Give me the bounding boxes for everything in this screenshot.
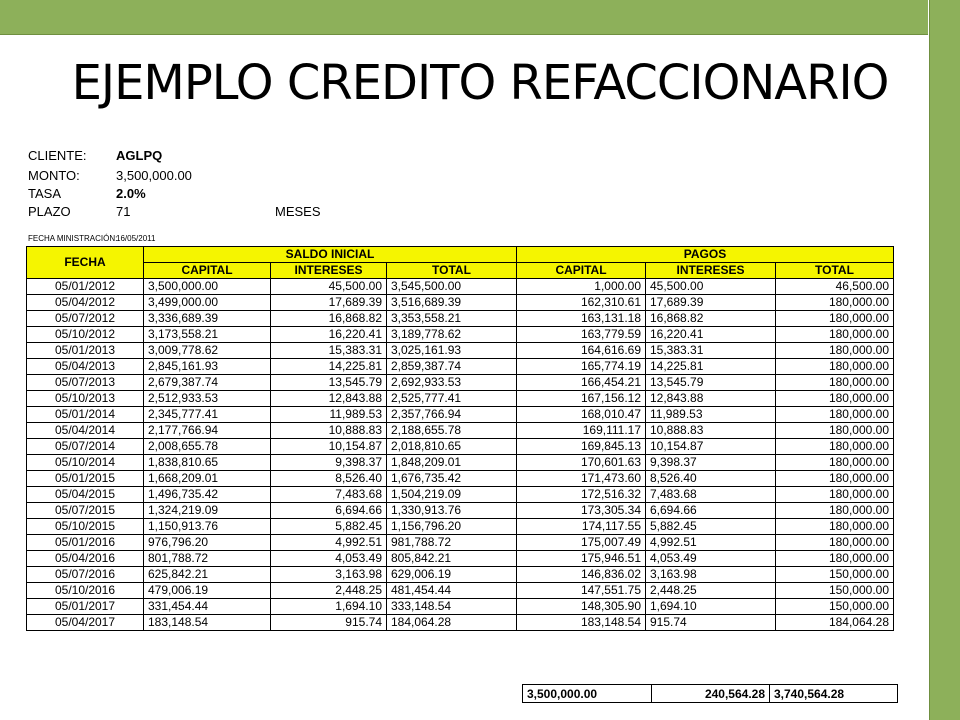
pagos-intereses-cell: 10,154.87 — [646, 439, 776, 455]
pagos-total-cell: 180,000.00 — [776, 407, 894, 423]
saldo-intereses-cell: 17,689.39 — [271, 295, 387, 311]
pagos-capital-cell: 163,131.18 — [517, 311, 646, 327]
pagos-intereses-cell: 7,483.68 — [646, 487, 776, 503]
pagos-total-cell: 180,000.00 — [776, 423, 894, 439]
saldo-total-cell: 981,788.72 — [387, 535, 517, 551]
pagos-total-cell: 180,000.00 — [776, 359, 894, 375]
saldo-total-cell: 3,025,161.93 — [387, 343, 517, 359]
total-pagos: 3,740,564.28 — [770, 685, 898, 703]
table-row — [27, 503, 894, 519]
saldo-intereses-cell: 3,163.98 — [271, 567, 387, 583]
pagos-total-cell: 180,000.00 — [776, 391, 894, 407]
pagos-intereses-cell: 16,868.82 — [646, 311, 776, 327]
pagos-capital-cell: 162,310.61 — [517, 295, 646, 311]
pagos-capital-cell: 166,454.21 — [517, 375, 646, 391]
fecha-cell: 05/01/2015 — [27, 471, 144, 487]
totals-table — [522, 684, 898, 703]
plazo-unit: MESES — [275, 204, 321, 219]
top-frame-bar — [0, 0, 928, 35]
pagos-total-cell: 180,000.00 — [776, 455, 894, 471]
table-row — [27, 455, 894, 471]
saldo-capital-cell: 331,454.44 — [144, 599, 271, 615]
pagos-intereses-cell: 5,882.45 — [646, 519, 776, 535]
pagos-capital-cell: 169,111.17 — [517, 423, 646, 439]
saldo-intereses-cell: 10,154.87 — [271, 439, 387, 455]
pagos-intereses-cell: 4,053.49 — [646, 551, 776, 567]
tasa-label: TASA — [28, 186, 61, 201]
fecha-cell: 05/07/2013 — [27, 375, 144, 391]
pagos-capital-cell: 183,148.54 — [517, 615, 646, 631]
saldo-total-cell: 2,357,766.94 — [387, 407, 517, 423]
saldo-total-cell: 3,353,558.21 — [387, 311, 517, 327]
fecha-cell: 05/01/2014 — [27, 407, 144, 423]
fecha-cell: 05/01/2016 — [27, 535, 144, 551]
table-body — [27, 279, 894, 631]
pagos-intereses-cell: 6,694.66 — [646, 503, 776, 519]
table-row — [27, 295, 894, 311]
table-row — [27, 519, 894, 535]
pagos-intereses-cell: 915.74 — [646, 615, 776, 631]
pagos-intereses-cell: 11,989.53 — [646, 407, 776, 423]
saldo-total-cell: 333,148.54 — [387, 599, 517, 615]
pagos-intereses-cell: 15,383.31 — [646, 343, 776, 359]
saldo-intereses-cell: 13,545.79 — [271, 375, 387, 391]
pagos-total-cell: 180,000.00 — [776, 519, 894, 535]
pagos-capital-cell: 169,845.13 — [517, 439, 646, 455]
pagos-total-cell: 180,000.00 — [776, 503, 894, 519]
saldo-intereses-cell: 45,500.00 — [271, 279, 387, 295]
pagos-capital-cell: 165,774.19 — [517, 359, 646, 375]
saldo-intereses-cell: 4,992.51 — [271, 535, 387, 551]
table-row — [27, 359, 894, 375]
saldo-intereses-cell: 16,220.41 — [271, 327, 387, 343]
pagos-capital-cell: 170,601.63 — [517, 455, 646, 471]
table-row — [27, 487, 894, 503]
saldo-capital-cell: 1,496,735.42 — [144, 487, 271, 503]
table-row — [27, 439, 894, 455]
saldo-total-cell: 1,848,209.01 — [387, 455, 517, 471]
fecha-cell: 05/04/2016 — [27, 551, 144, 567]
table-row — [27, 551, 894, 567]
saldo-capital-cell: 801,788.72 — [144, 551, 271, 567]
saldo-capital-cell: 479,006.19 — [144, 583, 271, 599]
table-row — [27, 599, 894, 615]
saldo-capital-cell: 3,336,689.39 — [144, 311, 271, 327]
table-row — [27, 327, 894, 343]
pagos-capital-cell: 1,000.00 — [517, 279, 646, 295]
saldo-capital-cell: 2,512,933.53 — [144, 391, 271, 407]
saldo-total-cell: 2,018,810.65 — [387, 439, 517, 455]
saldo-total-cell: 1,676,735.42 — [387, 471, 517, 487]
table-row — [27, 391, 894, 407]
saldo-intereses-cell: 1,694.10 — [271, 599, 387, 615]
saldo-capital-cell: 2,008,655.78 — [144, 439, 271, 455]
fecha-cell: 05/07/2015 — [27, 503, 144, 519]
saldo-total-cell: 629,006.19 — [387, 567, 517, 583]
pagos-capital-cell: 174,117.55 — [517, 519, 646, 535]
pagos-intereses-header: INTERESES — [646, 263, 776, 279]
saldo-intereses-cell: 4,053.49 — [271, 551, 387, 567]
table-row — [27, 423, 894, 439]
saldo-inicial-header: SALDO INICIAL — [144, 247, 517, 263]
pagos-header: PAGOS — [517, 247, 894, 263]
plazo-label: PLAZO — [28, 204, 71, 219]
pagos-capital-cell: 146,836.02 — [517, 567, 646, 583]
fecha-cell: 05/07/2014 — [27, 439, 144, 455]
pagos-capital-cell: 148,305.90 — [517, 599, 646, 615]
pagos-total-cell: 180,000.00 — [776, 375, 894, 391]
saldo-intereses-cell: 7,483.68 — [271, 487, 387, 503]
saldo-capital-cell: 2,177,766.94 — [144, 423, 271, 439]
saldo-total-cell: 3,545,500.00 — [387, 279, 517, 295]
total-intereses: 240,564.28 — [652, 685, 770, 703]
saldo-total-cell: 805,842.21 — [387, 551, 517, 567]
pagos-total-cell: 46,500.00 — [776, 279, 894, 295]
saldo-total-cell: 3,516,689.39 — [387, 295, 517, 311]
pagos-capital-cell: 173,305.34 — [517, 503, 646, 519]
saldo-intereses-cell: 15,383.31 — [271, 343, 387, 359]
pagos-total-cell: 180,000.00 — [776, 343, 894, 359]
saldo-intereses-cell: 11,989.53 — [271, 407, 387, 423]
saldo-capital-cell: 2,345,777.41 — [144, 407, 271, 423]
saldo-total-cell: 1,330,913.76 — [387, 503, 517, 519]
pagos-capital-cell: 163,779.59 — [517, 327, 646, 343]
pagos-total-cell: 180,000.00 — [776, 487, 894, 503]
fecha-cell: 05/10/2015 — [27, 519, 144, 535]
saldo-total-cell: 2,692,933.53 — [387, 375, 517, 391]
saldo-capital-cell: 2,845,161.93 — [144, 359, 271, 375]
table-row — [27, 583, 894, 599]
saldo-total-cell: 2,859,387.74 — [387, 359, 517, 375]
saldo-capital-cell: 1,668,209.01 — [144, 471, 271, 487]
pagos-capital-cell: 164,616.69 — [517, 343, 646, 359]
pagos-capital-header: CAPITAL — [517, 263, 646, 279]
saldo-total-cell: 184,064.28 — [387, 615, 517, 631]
pagos-total-cell: 150,000.00 — [776, 567, 894, 583]
pagos-total-cell: 180,000.00 — [776, 295, 894, 311]
pagos-total-cell: 180,000.00 — [776, 551, 894, 567]
tasa-value: 2.0% — [116, 186, 146, 201]
pagos-capital-cell: 167,156.12 — [517, 391, 646, 407]
table-row — [27, 279, 894, 295]
pagos-total-cell: 180,000.00 — [776, 439, 894, 455]
fecha-cell: 05/04/2014 — [27, 423, 144, 439]
pagos-intereses-cell: 17,689.39 — [646, 295, 776, 311]
fecha-ministracion-label: FECHA MINISTRACIÓN: — [28, 234, 118, 243]
pagos-capital-cell: 168,010.47 — [517, 407, 646, 423]
pagos-intereses-cell: 13,545.79 — [646, 375, 776, 391]
saldo-capital-cell: 3,173,558.21 — [144, 327, 271, 343]
saldo-total-cell: 1,504,219.09 — [387, 487, 517, 503]
fecha-cell: 05/01/2013 — [27, 343, 144, 359]
cliente-value: AGLPQ — [116, 148, 163, 163]
pagos-total-cell: 150,000.00 — [776, 599, 894, 615]
pagos-intereses-cell: 16,220.41 — [646, 327, 776, 343]
saldo-capital-cell: 3,500,000.00 — [144, 279, 271, 295]
table-row — [27, 535, 894, 551]
saldo-intereses-header: INTERESES — [271, 263, 387, 279]
pagos-intereses-cell: 4,992.51 — [646, 535, 776, 551]
pagos-total-cell: 184,064.28 — [776, 615, 894, 631]
pagos-total-cell: 180,000.00 — [776, 327, 894, 343]
fecha-ministracion-value: 16/05/2011 — [116, 234, 156, 243]
saldo-capital-cell: 625,842.21 — [144, 567, 271, 583]
saldo-total-cell: 3,189,778.62 — [387, 327, 517, 343]
pagos-intereses-cell: 14,225.81 — [646, 359, 776, 375]
pagos-intereses-cell: 10,888.83 — [646, 423, 776, 439]
fecha-cell: 05/01/2012 — [27, 279, 144, 295]
fecha-cell: 05/10/2016 — [27, 583, 144, 599]
fecha-cell: 05/04/2015 — [27, 487, 144, 503]
saldo-total-header: TOTAL — [387, 263, 517, 279]
pagos-intereses-cell: 9,398.37 — [646, 455, 776, 471]
fecha-cell: 05/04/2013 — [27, 359, 144, 375]
saldo-intereses-cell: 6,694.66 — [271, 503, 387, 519]
saldo-capital-cell: 1,150,913.76 — [144, 519, 271, 535]
pagos-intereses-cell: 2,448.25 — [646, 583, 776, 599]
pagos-total-cell: 150,000.00 — [776, 583, 894, 599]
pagos-capital-cell: 172,516.32 — [517, 487, 646, 503]
saldo-total-cell: 2,188,655.78 — [387, 423, 517, 439]
fecha-header: FECHA — [27, 247, 144, 279]
fecha-cell: 05/07/2012 — [27, 311, 144, 327]
pagos-total-cell: 180,000.00 — [776, 311, 894, 327]
table-row — [27, 471, 894, 487]
saldo-intereses-cell: 2,448.25 — [271, 583, 387, 599]
table-row — [27, 343, 894, 359]
saldo-intereses-cell: 14,225.81 — [271, 359, 387, 375]
saldo-capital-cell: 3,009,778.62 — [144, 343, 271, 359]
saldo-intereses-cell: 9,398.37 — [271, 455, 387, 471]
group-header-row — [27, 247, 894, 263]
pagos-total-cell: 180,000.00 — [776, 535, 894, 551]
pagos-intereses-cell: 12,843.88 — [646, 391, 776, 407]
pagos-capital-cell: 175,946.51 — [517, 551, 646, 567]
saldo-intereses-cell: 10,888.83 — [271, 423, 387, 439]
pagos-total-cell: 180,000.00 — [776, 471, 894, 487]
pagos-capital-cell: 147,551.75 — [517, 583, 646, 599]
fecha-cell: 05/01/2017 — [27, 599, 144, 615]
saldo-intereses-cell: 12,843.88 — [271, 391, 387, 407]
sub-header-row — [27, 263, 894, 279]
totals-row — [523, 685, 898, 703]
table-row — [27, 567, 894, 583]
saldo-capital-cell: 1,838,810.65 — [144, 455, 271, 471]
table-row — [27, 615, 894, 631]
fecha-cell: 05/07/2016 — [27, 567, 144, 583]
fecha-cell: 05/10/2012 — [27, 327, 144, 343]
table-row — [27, 407, 894, 423]
saldo-intereses-cell: 16,868.82 — [271, 311, 387, 327]
saldo-total-cell: 1,156,796.20 — [387, 519, 517, 535]
pagos-intereses-cell: 1,694.10 — [646, 599, 776, 615]
saldo-capital-cell: 1,324,219.09 — [144, 503, 271, 519]
saldo-capital-header: CAPITAL — [144, 263, 271, 279]
pagos-capital-cell: 175,007.49 — [517, 535, 646, 551]
total-capital: 3,500,000.00 — [523, 685, 652, 703]
table-row — [27, 311, 894, 327]
saldo-capital-cell: 3,499,000.00 — [144, 295, 271, 311]
cliente-label: CLIENTE: — [28, 148, 87, 163]
saldo-capital-cell: 2,679,387.74 — [144, 375, 271, 391]
saldo-total-cell: 2,525,777.41 — [387, 391, 517, 407]
pagos-intereses-cell: 3,163.98 — [646, 567, 776, 583]
table-row — [27, 375, 894, 391]
saldo-capital-cell: 183,148.54 — [144, 615, 271, 631]
fecha-cell: 05/10/2014 — [27, 455, 144, 471]
pagos-total-header: TOTAL — [776, 263, 894, 279]
saldo-intereses-cell: 8,526.40 — [271, 471, 387, 487]
saldo-total-cell: 481,454.44 — [387, 583, 517, 599]
fecha-cell: 05/04/2017 — [27, 615, 144, 631]
saldo-intereses-cell: 915.74 — [271, 615, 387, 631]
plazo-value: 71 — [116, 204, 131, 219]
saldo-intereses-cell: 5,882.45 — [271, 519, 387, 535]
amortization-table — [26, 246, 894, 631]
fecha-cell: 05/10/2013 — [27, 391, 144, 407]
monto-label: MONTO: — [28, 168, 80, 183]
saldo-capital-cell: 976,796.20 — [144, 535, 271, 551]
fecha-cell: 05/04/2012 — [27, 295, 144, 311]
monto-value: 3,500,000.00 — [116, 168, 192, 183]
pagos-intereses-cell: 45,500.00 — [646, 279, 776, 295]
page-title: EJEMPLO CREDITO REFACCIONARIO — [71, 55, 889, 111]
pagos-capital-cell: 171,473.60 — [517, 471, 646, 487]
pagos-intereses-cell: 8,526.40 — [646, 471, 776, 487]
